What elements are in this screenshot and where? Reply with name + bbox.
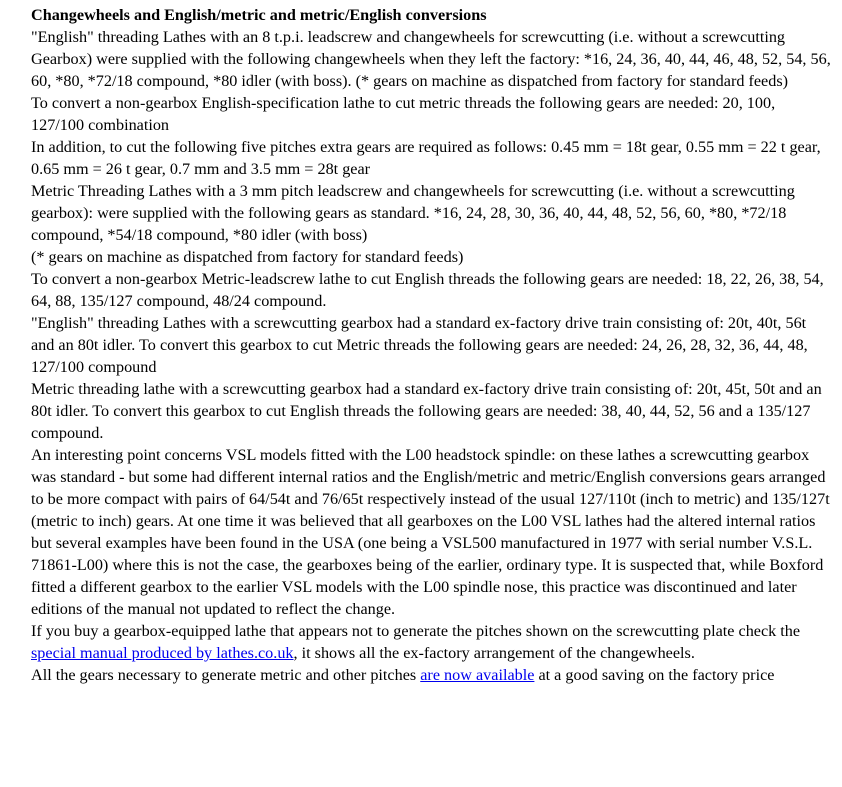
- paragraph-english-changewheels: "English" threading Lathes with an 8 t.p.i. leadscrew and changewheels for screwcutting (i.e. without a screwcutting Gearbox) were supplied with the following changewheels when they left the factory: *16, 24, 36, 40, 44, 46, 48, 52, 54, 56, 60, *80, *72/18 compound, *80 idler (with boss). (* gears on machine as dispatched from factory for standard feeds): [31, 28, 831, 90]
- paragraph-gears-available: [31, 664, 832, 686]
- gears-text-after: at a good saving on the factory price: [534, 666, 775, 684]
- manual-text-before: If you buy a gearbox-equipped lathe that appears not to generate the pitches shown on the screwcutting plate check the: [31, 622, 801, 640]
- page-title: Changewheels and English/metric and metric/English conversions: [31, 6, 487, 24]
- paragraph-metric-gearbox: Metric threading lathe with a screwcutting gearbox had a standard ex-factory drive train consisting of: 20t, 45t, 50t and an 80t idler. To convert this gearbox to cut English threads the following gears are needed: 38, 40, 44, 52, 56 and a 135/127 compound.: [31, 380, 822, 442]
- paragraph-special-manual: [31, 620, 832, 664]
- manual-text-after: , it shows all the ex-factory arrangement of the changewheels.: [293, 644, 695, 662]
- special-manual-link[interactable]: special manual produced by lathes.co.uk: [31, 644, 294, 662]
- paragraph-english-gearbox: "English" threading Lathes with a screwcutting gearbox had a standard ex-factory drive train consisting of: 20t, 40t, 56t and an 80t idler. To convert this gearbox to cut Metric threads the following gears are needed: 24, 26, 28, 32, 36, 44, 48, 127/100 compound: [31, 314, 808, 376]
- paragraph-extra-gears: In addition, to cut the following five pitches extra gears are required as follows: 0.45 mm = 18t gear, 0.55 mm = 22 t gear, 0.65 mm = 26 t gear, 0.7 mm and 3.5 mm = 28t gear: [31, 138, 821, 178]
- paragraph-english-to-metric: To convert a non-gearbox English-specification lathe to cut metric threads the following gears are needed: 20, 100, 127/100 combination: [31, 94, 776, 134]
- paragraph-metric-to-english: To convert a non-gearbox Metric-leadscrew lathe to cut English threads the following gears are needed: 18, 22, 26, 38, 54, 64, 88, 135/127 compound, 48/24 compound.: [31, 270, 824, 310]
- paragraph-metric-changewheels: Metric Threading Lathes with a 3 mm pitch leadscrew and changewheels for screwcutting (i.e. without a screwcutting gearbox): were supplied with the following gears as standard. *16, 24, 28, 30, 36, 40, 44, 48, 52, 56, 60, *80, *72/18 compound, *54/18 compound, *80 idler (with boss): [31, 182, 795, 244]
- paragraph-metric-note: (* gears on machine as dispatched from factory for standard feeds): [31, 248, 464, 266]
- gears-available-link[interactable]: are now available: [420, 666, 535, 684]
- gears-text-before: All the gears necessary to generate metric and other pitches: [31, 666, 421, 684]
- paragraph-vsl-models: An interesting point concerns VSL models fitted with the L00 headstock spindle: on these lathes a screwcutting gearbox was standard - but some had different internal ratios and the English/metric and metric/English conversions gears arranged to be more compact with pairs of 64/54t and 76/65t respectively instead of the usual 127/110t (inch to metric) and 135/127t (metric to inch) gears. At one time it was believed that all gearboxes on the L00 VSL lathes had the altered internal ratios but several examples have been found in the USA (one being a VSL500 manufactured in 1977 with serial number V.S.L. 71861-L00) where this is not the case, the gearboxes being of the earlier, ordinary type. It is suspected that, while Boxford fitted a different gearbox to the earlier VSL models with the L00 spindle nose, this practice was discontinued and later editions of the manual not updated to reflect the change.: [31, 446, 830, 618]
